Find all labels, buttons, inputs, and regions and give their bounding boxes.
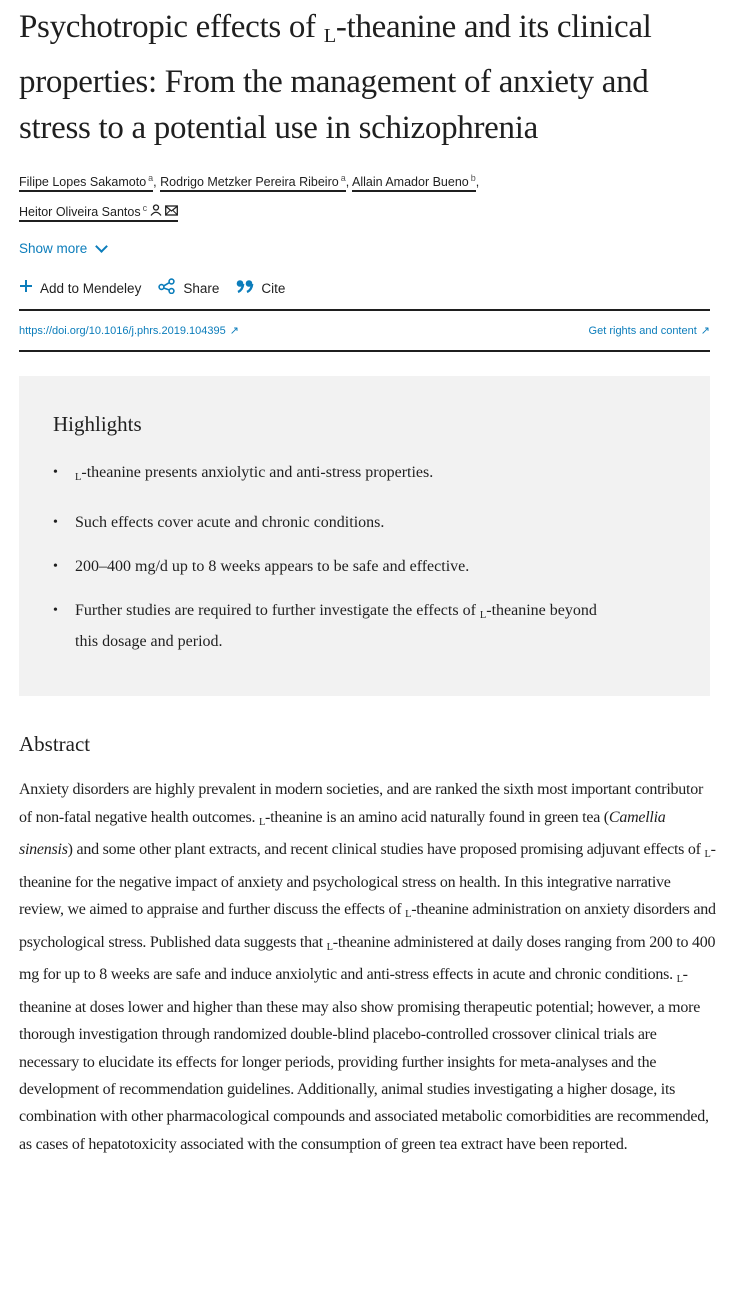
title-smallcap: L xyxy=(323,25,336,48)
highlight-item: • L-theanine presents anxiolytic and anti-stress properties. xyxy=(53,460,615,491)
doi-row xyxy=(19,311,710,350)
title-text-1: Psychotropic effects of xyxy=(19,9,324,45)
share-button[interactable]: Share xyxy=(158,278,219,298)
author-link[interactable]: Rodrigo Metzker Pereira Ribeiro $^a$ xyxy=(160,175,346,192)
doi-link[interactable]: https://doi.org/10.1016/j.phrs.2019.104395 ↗ xyxy=(19,325,239,338)
highlight-item: • Such effects cover acute and chronic conditions. xyxy=(53,510,615,536)
abstract-section xyxy=(19,730,716,1158)
affiliation-marker: b xyxy=(470,173,476,184)
divider xyxy=(19,350,710,352)
author-separator: , xyxy=(153,175,157,190)
article-title xyxy=(19,0,710,151)
highlight-item: • Further studies are required to further investigate the effects of L-theanine beyond this dosage and period. xyxy=(53,598,615,655)
get-rights-link[interactable]: Get rights and content ↗ xyxy=(588,325,710,338)
plus-icon xyxy=(19,279,33,297)
show-more-button[interactable] xyxy=(19,241,106,256)
author-link[interactable]: Allain Amador Bueno $^b$ xyxy=(352,175,476,192)
author-link[interactable]: Heitor Oliveira Santos $^c$ xyxy=(19,205,178,222)
author-separator: , xyxy=(345,175,350,190)
person-icon xyxy=(150,199,162,225)
show-more-label: Show more xyxy=(19,241,88,257)
envelope-icon xyxy=(165,199,178,225)
highlights-box xyxy=(19,376,710,696)
article-actions xyxy=(19,277,710,299)
add-to-mendeley-button[interactable]: Add to Mendeley xyxy=(19,279,141,297)
title-text-2: -theanine and its clinical properties: From the management of anxiety and stress to a potential use in schizophrenia xyxy=(19,9,652,147)
abstract-text: Anxiety disorders are highly prevalent in modern societies, and are ranked the sixth most important contributor of non-fatal negative health outcomes. L-theanine is an amino acid naturally found in green tea (Camellia sinensis) and some other plant extracts, and recent clinical studies have proposed promising adjuvant effects of L-theanine for the negative impact of anxiety and psychological stress on health. In this integrative narrative review, we aimed to appraise and further discuss the effects of L-theanine administration on anxiety disorders and psychological stress. Published data suggests that L-theanine administered at daily doses ranging from 200 to 400 mg for up to 8 weeks are safe and induce anxiolytic and anti-stress effects in acute and chronic conditions. L-theanine at doses lower and higher than these may also show promising therapeutic potential; however, a more thorough investigation through randomized double-blind placebo-controlled crossover clinical trials are necessary to elucidate its effects for longer periods, providing further insights for meta-analyses and the development of recommendation guidelines. Additionally, animal studies investigating a higher dosage, its combination with other pharmacological compounds and associated metabolic comorbidities are recommended, as cases of hepatotoxicity associated with the consumption of green tea extract have been reported. xyxy=(19,781,716,1153)
highlights-heading: Highlights xyxy=(53,412,142,437)
quote-icon xyxy=(236,279,254,297)
author-separator: , xyxy=(475,175,480,190)
affiliation-marker: a xyxy=(148,173,154,184)
cite-button[interactable]: Cite xyxy=(236,279,285,297)
highlights-list xyxy=(53,460,676,654)
author-list xyxy=(19,165,710,225)
share-icon xyxy=(158,278,176,298)
article-page xyxy=(19,0,716,1158)
species-name: Camellia sinensis xyxy=(19,808,666,859)
highlight-item: • 200–400 mg/d up to 8 weeks appears to be safe and effective. xyxy=(53,554,615,580)
abstract-heading: Abstract xyxy=(19,732,91,757)
author-link[interactable]: Filipe Lopes Sakamoto $^a$ xyxy=(19,175,153,192)
external-link-icon: ↗ xyxy=(700,325,710,338)
external-link-icon: ↗ xyxy=(229,325,239,338)
affiliation-marker: a xyxy=(340,173,346,184)
affiliation-marker: c xyxy=(142,203,148,214)
chevron-down-icon xyxy=(95,240,108,253)
